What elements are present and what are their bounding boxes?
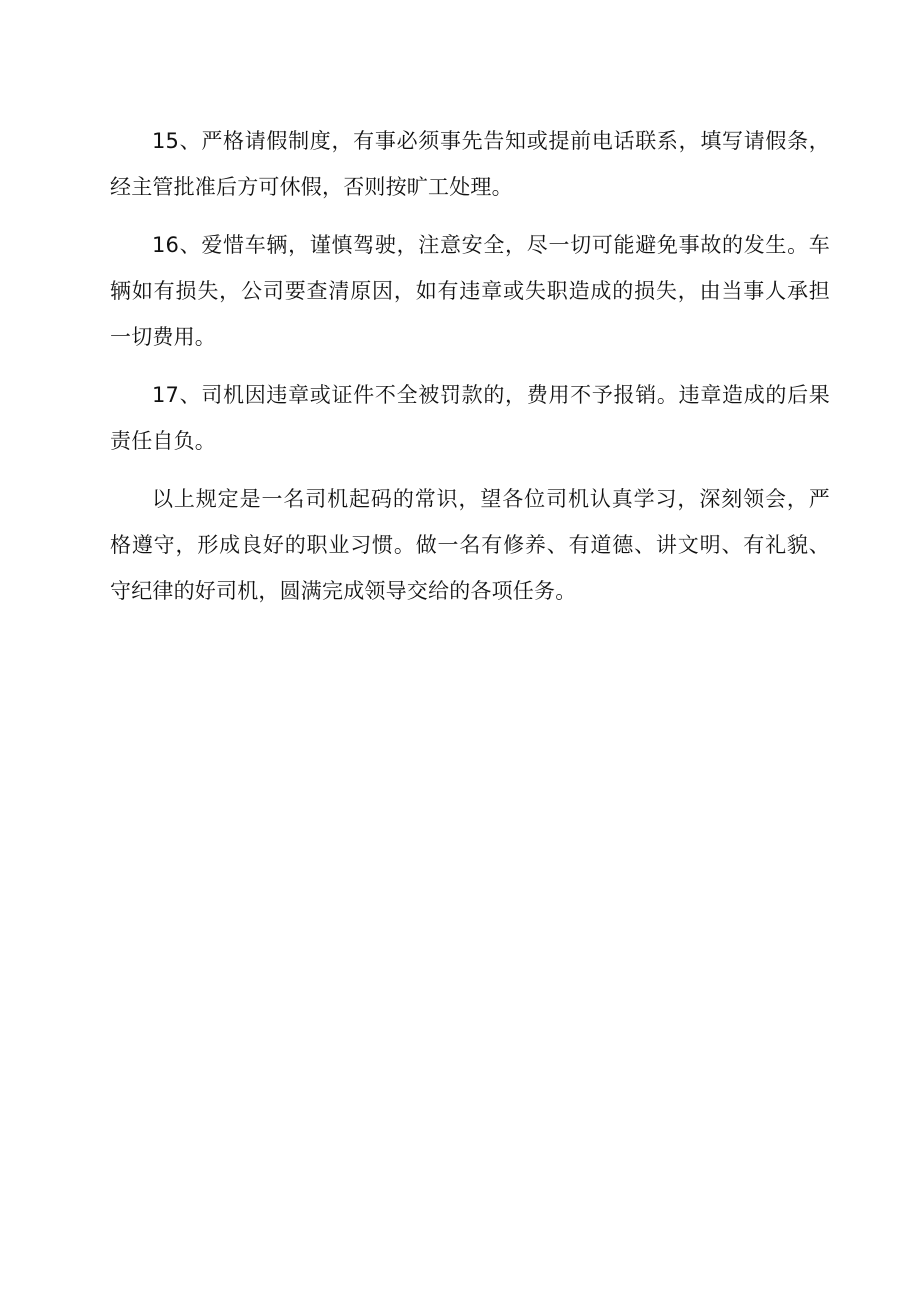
rule-17-paragraph: 17、司机因违章或证件不全被罚款的，费用不予报销。违章造成的后果责任自负。 (110, 383, 830, 453)
document-body (110, 118, 830, 626)
closing-paragraph: 以上规定是一名司机起码的常识，望各位司机认真学习，深刻领会，严格遵守，形成良好的职业习惯。做一名有修养、有道德、讲文明、有礼貌、守纪律的好司机，圆满完成领导交给的各项任务。 (110, 487, 830, 603)
rule-15-paragraph: 15、严格请假制度，有事必须事先告知或提前电话联系，填写请假条，经主管批准后方可休假，否则按旷工处理。 (110, 129, 830, 199)
rule-16-paragraph: 16、爱惜车辆，谨慎驾驶，注意安全，尽一切可能避免事故的发生。车辆如有损失，公司要查清原因，如有违章或失职造成的损失，由当事人承担一切费用。 (110, 233, 830, 349)
